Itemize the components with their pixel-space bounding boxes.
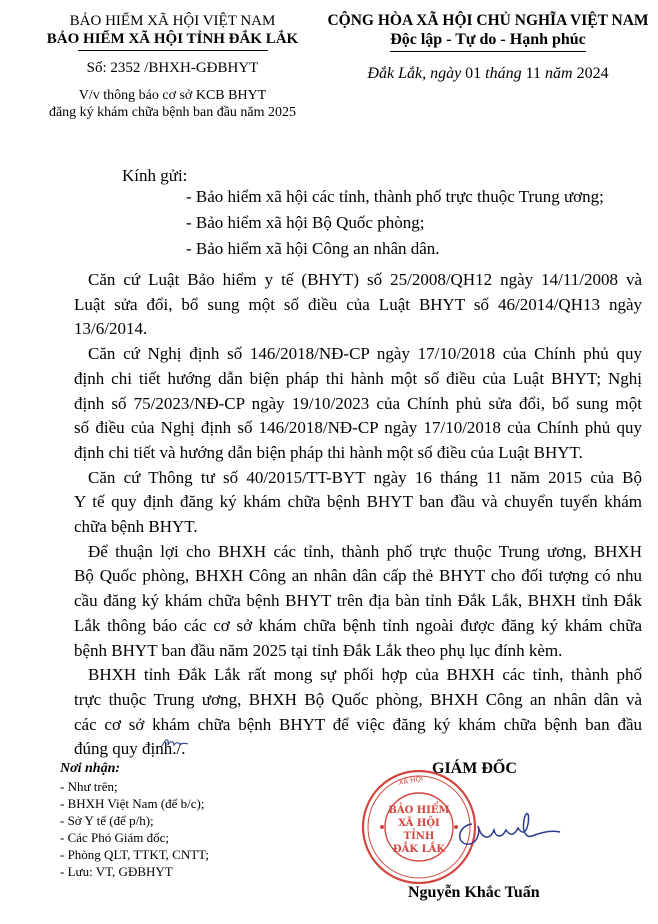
initial-mark-icon: [160, 736, 190, 750]
subject-line-2: đăng ký khám chữa bệnh ban đầu năm 2025: [48, 105, 297, 120]
letter-body: [74, 268, 642, 762]
body-line: số điều của Nghị định số 146/2018/NĐ-CP ngày 17/10/2018 của Chính phủ quy: [74, 418, 642, 438]
distribution-item: - Như trên;: [60, 779, 118, 794]
nation-title: CỘNG HÒA XÃ HỘI CHỦ NGHĨA VIỆT NAM: [327, 12, 649, 29]
body-line: các cơ sở khám chữa bệnh BHYT để việc đăng ký khám chữa bệnh ban đầu: [74, 714, 642, 734]
body-line: Lắk thông báo các cơ sở khám chữa bệnh tỉnh ngoài được đăng ký khám chữa: [74, 615, 642, 635]
body-line: cầu đăng ký khám chữa bệnh BHYT trên địa bàn tỉnh Đắk Lắk, BHXH tỉnh Đắk: [74, 591, 642, 611]
body-line: Y tế quy định đăng ký khám chữa bệnh BHYT ban đầu và chuyển tuyến khám: [74, 492, 642, 512]
distribution-list: [60, 760, 209, 880]
body-line: đúng quy định./.: [74, 739, 186, 759]
place-date: [318, 64, 658, 84]
distribution-title: Nơi nhận:: [60, 761, 121, 776]
body-line: chữa bệnh BHYT.: [74, 517, 198, 537]
body-line: bệnh BHYT ban đầu năm 2025 tại tỉnh Đắk Lắk theo phụ lục đính kèm.: [74, 640, 563, 660]
svg-text:BẢO HIỂM: BẢO HIỂM: [388, 805, 450, 816]
distribution-item: - Sở Y tế (để p/h);: [60, 813, 154, 828]
place-date-month-label: tháng: [481, 65, 526, 82]
body-line: định số 75/2023/NĐ-CP ngày 19/10/2023 của Chính phủ sửa đổi, bổ sung một: [74, 393, 642, 413]
body-line: BHXH tỉnh Đắk Lắk rất mong sự phối hợp của BHXH các tỉnh, thành phố: [88, 665, 642, 685]
svg-text:XÃ HỘI: XÃ HỘI: [398, 818, 440, 829]
document-number: Số: 2352 /BHXH-GĐBHYT: [86, 60, 259, 76]
distribution-item: - BHXH Việt Nam (để b/c);: [60, 796, 205, 811]
svg-text:ĐẮK LẮK: ĐẮK LẮK: [392, 844, 446, 855]
svg-text:XÃ HỘI: XÃ HỘI: [398, 774, 424, 787]
body-line: Để thuận lợi cho BHXH các tỉnh, thành phố trực thuộc Trung ương, BHXH: [88, 541, 642, 561]
document-subject: [20, 87, 325, 121]
body-line: Bộ Quốc phòng, BHXH Công an nhân dân cấp thẻ BHYT cho đối tượng có nhu: [74, 566, 642, 586]
place-date-prefix: Đắk Lắk, ngày: [367, 65, 466, 82]
svg-text:TỈNH: TỈNH: [403, 831, 435, 842]
agency-name: BẢO HIỂM XÃ HỘI TỈNH ĐẮK LẮK: [46, 31, 299, 47]
recipient-item: - Bảo hiểm xã hội Công an nhân dân.: [186, 239, 440, 258]
body-line: Căn cứ Luật Bảo hiểm y tế (BHYT) số 25/2008/QH12 ngày 14/11/2008 và: [88, 270, 642, 289]
paragraph-legal-basis-decree: [74, 342, 642, 466]
handwritten-signature-icon: [452, 806, 562, 852]
recipient-item: - Bảo hiểm xã hội Bộ Quốc phòng;: [186, 213, 425, 232]
national-header: [318, 12, 658, 84]
body-line: 13/6/2014.: [74, 319, 148, 339]
agency-header: [20, 12, 325, 121]
date-day: 01: [465, 65, 482, 82]
place-date-year-label: năm: [541, 65, 577, 82]
distribution-item: - Các Phó Giám đốc;: [60, 830, 170, 845]
date-month: 11: [525, 65, 542, 82]
paragraph-legal-basis-circular: [74, 466, 642, 540]
salutation: Kính gửi:: [122, 166, 188, 185]
distribution-item: - Lưu: VT, GĐBHYT: [60, 864, 173, 879]
body-line: định chi tiết và hướng dẫn biện pháp thi hành một số điều của Luật BHYT.: [74, 442, 583, 462]
signature-title: GIÁM ĐỐC: [432, 760, 517, 777]
body-line: trực thuộc Trung ương, BHXH Bộ Quốc phòng, BHXH Công an nhân dân và: [74, 689, 642, 709]
distribution-item: - Phòng QLT, TTKT, CNTT;: [60, 847, 210, 862]
agency-parent: BẢO HIỂM XÃ HỘI VIỆT NAM: [69, 13, 276, 29]
body-line: Luật sửa đổi, bổ sung một số điều của Luật BHYT số 46/2014/QH13 ngày: [74, 294, 642, 314]
body-line: Căn cứ Thông tư số 40/2015/TT-BYT ngày 16 tháng 11 năm 2015 của Bộ: [88, 467, 642, 487]
signer-name: Nguyễn Khắc Tuấn: [408, 884, 540, 901]
header-rule: [78, 50, 268, 51]
date-year: 2024: [576, 65, 609, 82]
paragraph-notice: [74, 540, 642, 664]
subject-line-1: V/v thông báo cơ sở KCB BHYT: [78, 88, 267, 103]
body-line: Căn cứ Nghị định số 146/2018/NĐ-CP ngày 17/10/2018 của Chính phủ quy: [88, 344, 642, 364]
paragraph-legal-basis-law: [74, 268, 642, 342]
recipient-item: - Bảo hiểm xã hội các tỉnh, thành phố trực thuộc Trung ương;: [186, 187, 604, 206]
body-line: định chi tiết hướng dẫn biện pháp thi hành một số điều của Luật BHYT; Nghị: [74, 368, 642, 388]
national-motto: Độc lập - Tự do - Hạnh phúc: [390, 30, 586, 52]
recipient-list: [186, 184, 604, 262]
